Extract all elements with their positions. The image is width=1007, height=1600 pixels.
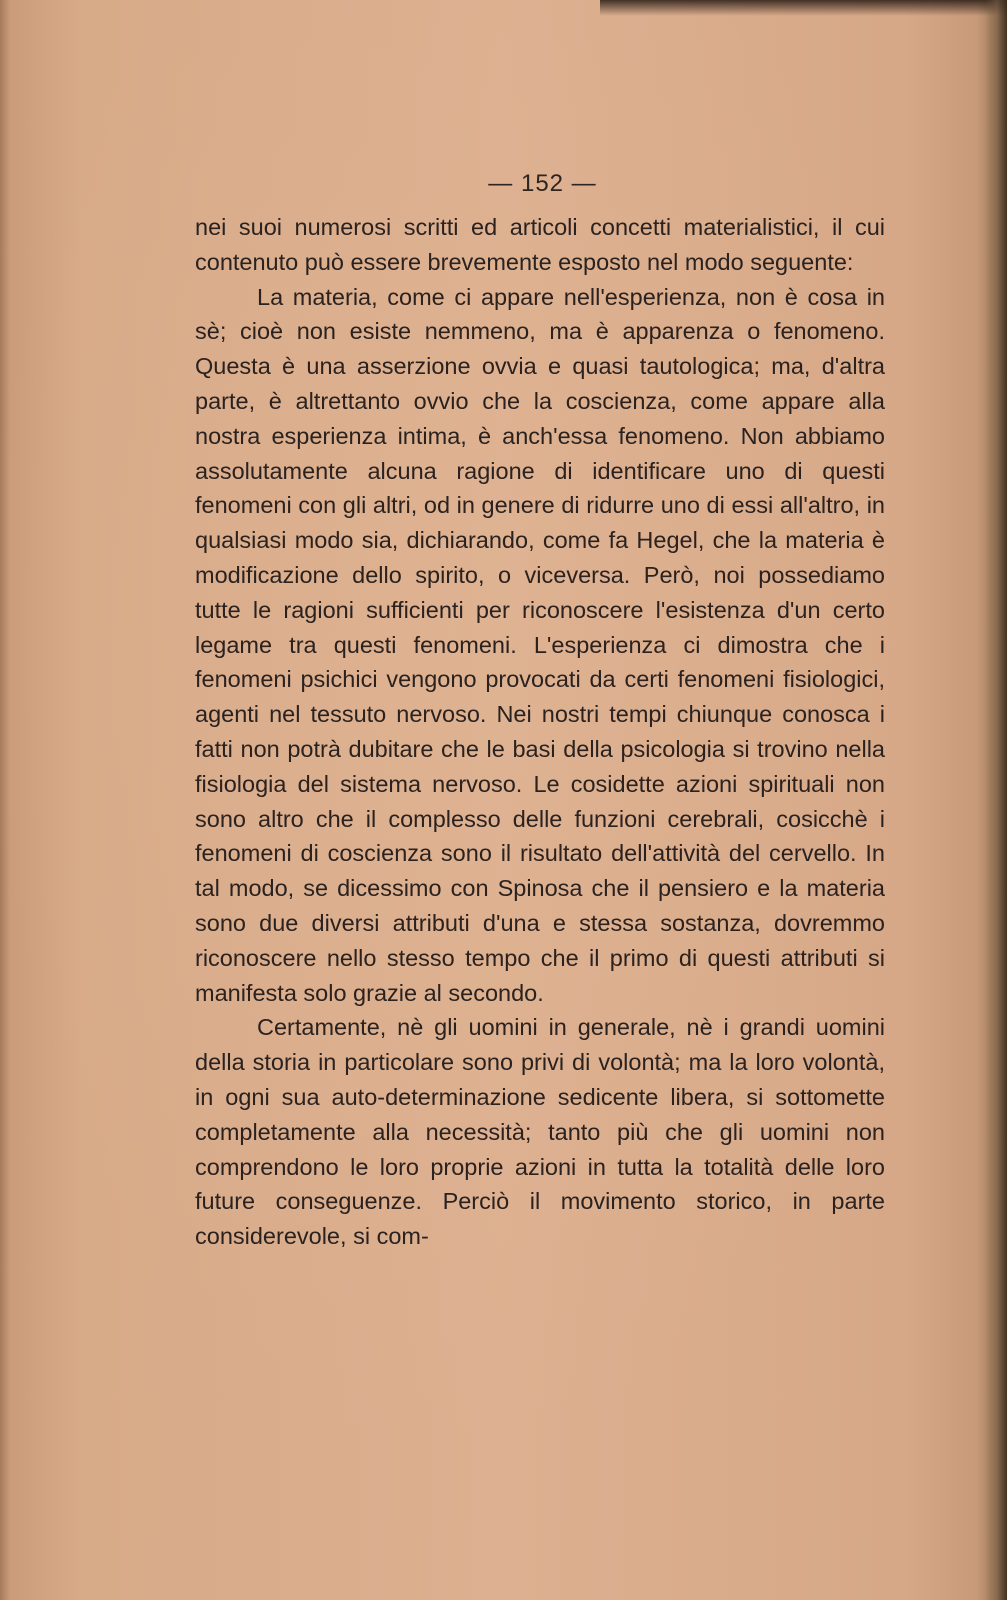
paragraph-materia: La materia, come ci appare nell'esperienza, non è cosa in sè; cioè non esiste nemmeno, ma è apparenza o fenomeno. Questa è una asserzione ovvia e quasi tautologica; ma, d'altra parte, è altrettanto ovvio che la coscienza, come appare alla nostra esperienza intima, è anch'essa fenomeno. Non abbiamo assolutamente alcuna ragione di identificare uno di questi fenomeni con gli altri, od in genere di ridurre uno di essi all'altro, in qualsiasi modo sia, dichiarando, come fa Hegel, che la materia è modificazione dello spirito, o viceversa. Però, noi possediamo tutte le ragioni sufficienti per riconoscere l'esistenza d'un certo legame tra questi fenomeni. L'esperienza ci dimostra che i fenomeni psichici vengono provocati da certi fenomeni fisiologici, agenti nel tessuto nervoso. Nei nostri tempi chiunque conosca i fatti non potrà dubitare che le basi della psicologia si trovino nella fisiologia del sistema nervoso. Le cosidette azioni spirituali non sono altro che il complesso delle funzioni cerebrali, cosicchè i fenomeni di coscienza sono il risultato dell'attività del cervello. In tal modo, se dicessimo con Spinosa che il pensiero e la materia sono due diversi attributi d'una e stessa sostanza, dovremmo riconoscere nello stesso tempo che il primo di questi attributi si manifesta solo grazie al secondo. [195, 283, 885, 1006]
body-text [195, 210, 885, 1254]
page-top-edge-shadow [600, 0, 1007, 16]
paragraph-certamente: Certamente, nè gli uomini in generale, nè i grandi uomini della storia in particolare sono privi di volontà; ma la loro volontà, in ogni sua auto-determinazione sedicente libera, si sottomette completamente alla necessità; tanto più che gli uomini non comprendono le loro proprie azioni in tutta la totalità delle loro future conseguenze. Perciò il movimento storico, in parte considerevole, si com- [195, 1014, 885, 1250]
page-left-edge-shadow [0, 0, 10, 1600]
paragraph-continuation: nei suoi numerosi scritti ed articoli concetti materialistici, il cui contenuto può essere brevemente esposto nel modo seguente: [195, 214, 885, 275]
page-number: — 152 — [488, 170, 597, 197]
page-right-edge-shadow [985, 0, 1007, 1600]
